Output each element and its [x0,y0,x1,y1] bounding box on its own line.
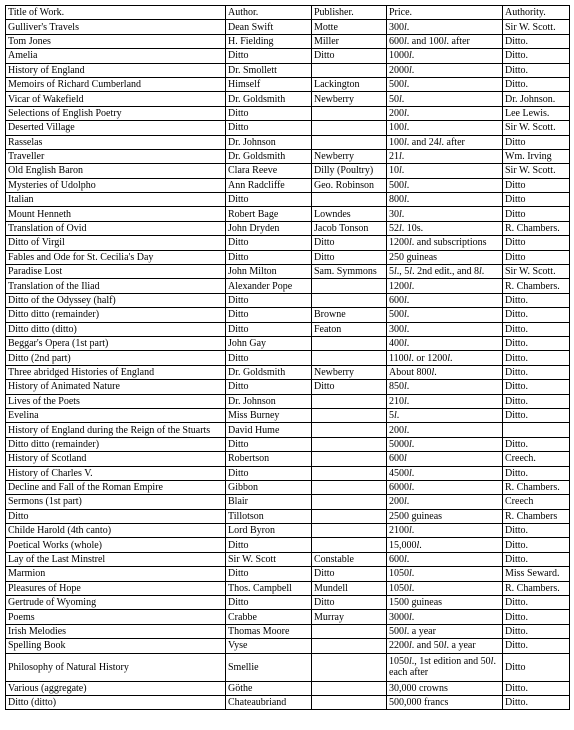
price-cell: 2000l. [387,63,503,77]
publisher-cell [312,695,387,709]
publisher-cell [312,135,387,149]
author-cell: Robert Bage [226,207,312,221]
publisher-cell [312,495,387,509]
table-row [6,308,570,322]
publisher-cell: Newberry [312,92,387,106]
table-row [6,265,570,279]
publisher-cell [312,336,387,350]
author-cell: Ditto [226,538,312,552]
title-cell: Tom Jones [6,34,226,48]
author-cell: Dr. Smollett [226,63,312,77]
author-cell: Ditto [226,380,312,394]
authority-cell: R. Chambers. [503,279,570,293]
price-cell: 300l. [387,322,503,336]
table-row [6,581,570,595]
authority-cell: Creech [503,495,570,509]
authority-cell: Ditto. [503,437,570,451]
publisher-cell: Motte [312,20,387,34]
authority-cell: Ditto [503,207,570,221]
price-cell: 1000l. [387,49,503,63]
price-cell: 500l. a year [387,624,503,638]
table-row [6,34,570,48]
table-row [6,49,570,63]
publisher-cell [312,351,387,365]
publisher-cell: Murray [312,610,387,624]
author-cell: John Milton [226,265,312,279]
price-cell: 6000l. [387,480,503,494]
table-row [6,538,570,552]
publisher-cell [312,452,387,466]
authority-cell: Ditto [503,178,570,192]
author-cell: Blair [226,495,312,509]
title-cell: Various (aggregate) [6,681,226,695]
publisher-cell [312,624,387,638]
title-cell: Decline and Fall of the Roman Empire [6,480,226,494]
table-row [6,77,570,91]
author-cell: Thomas Moore [226,624,312,638]
price-cell: 210l. [387,394,503,408]
table-row [6,480,570,494]
header-price: Price. [387,6,503,20]
publisher-cell: Jacob Tonson [312,221,387,235]
author-cell: Robertson [226,452,312,466]
authority-cell: Sir W. Scott. [503,121,570,135]
author-cell: Ditto [226,437,312,451]
authority-cell: Ditto [503,250,570,264]
table-row [6,92,570,106]
publisher-cell: Geo. Robinson [312,178,387,192]
author-cell: Ditto [226,351,312,365]
title-cell: Pleasures of Hope [6,581,226,595]
author-cell: Ann Radcliffe [226,178,312,192]
price-cell: 500l. [387,178,503,192]
authority-cell: Sir W. Scott. [503,20,570,34]
author-cell: Alexander Pope [226,279,312,293]
title-cell: History of Charles V. [6,466,226,480]
price-cell: 850l. [387,380,503,394]
price-cell: 600l [387,452,503,466]
author-cell: Ditto [226,308,312,322]
header-authority: Authority. [503,6,570,20]
authority-cell: Ditto. [503,63,570,77]
author-cell: Gibbon [226,480,312,494]
publisher-cell [312,106,387,120]
author-cell: Dr. Goldsmith [226,149,312,163]
title-cell: Marmion [6,567,226,581]
table-row [6,250,570,264]
author-cell: Sir W. Scott [226,552,312,566]
table-row [6,178,570,192]
price-cell: 5l., 5l. 2nd edit., and 8l. [387,265,503,279]
title-cell: Memoirs of Richard Cumberland [6,77,226,91]
title-cell: Ditto ditto (ditto) [6,322,226,336]
title-cell: Translation of Ovid [6,221,226,235]
table-row [6,509,570,523]
authority-cell: Ditto. [503,293,570,307]
price-cell: 1200l. and subscriptions [387,236,503,250]
authority-cell [503,423,570,437]
authority-cell: Ditto. [503,336,570,350]
title-cell: Ditto [6,509,226,523]
authority-cell: Ditto. [503,49,570,63]
price-cell: 1100l. or 1200l. [387,351,503,365]
authority-cell: Sir W. Scott. [503,164,570,178]
table-row [6,20,570,34]
table-row [6,207,570,221]
table-row [6,552,570,566]
header-author: Author. [226,6,312,20]
publisher-cell [312,639,387,653]
publisher-cell: Browne [312,308,387,322]
author-cell: David Hume [226,423,312,437]
price-cell: 2100l. [387,524,503,538]
table-row [6,164,570,178]
author-cell: Himself [226,77,312,91]
authority-cell: R. Chambers [503,509,570,523]
authority-cell: Ditto. [503,695,570,709]
authority-cell: Ditto. [503,77,570,91]
price-cell: 400l. [387,336,503,350]
price-cell: 52l. 10s. [387,221,503,235]
title-cell: Three abridged Histories of England [6,365,226,379]
title-cell: History of England during the Reign of the Stuarts [6,423,226,437]
table-row [6,63,570,77]
price-cell: 100l. [387,121,503,135]
price-cell: 800l. [387,193,503,207]
table-row [6,524,570,538]
table-row [6,681,570,695]
authority-cell: Ditto. [503,466,570,480]
authority-cell: Ditto. [503,408,570,422]
authority-cell: Ditto. [503,34,570,48]
title-cell: Spelling Book [6,639,226,653]
author-cell: Miss Burney [226,408,312,422]
publisher-cell: Miller [312,34,387,48]
authority-cell: Ditto. [503,394,570,408]
price-cell: 600l. and 100l. after [387,34,503,48]
authority-cell: Ditto. [503,351,570,365]
publisher-cell [312,480,387,494]
table-row [6,236,570,250]
author-cell: Göthe [226,681,312,695]
price-cell: 1200l. [387,279,503,293]
header-title: Title of Work. [6,6,226,20]
author-cell: Ditto [226,49,312,63]
price-cell: 1050l., 1st edition and 50l. each after [387,653,503,681]
author-cell: Ditto [226,236,312,250]
authority-cell: Ditto. [503,538,570,552]
publisher-cell [312,193,387,207]
authority-cell: Ditto. [503,552,570,566]
table-row [6,466,570,480]
header-row [6,6,570,20]
publisher-cell: Newberry [312,149,387,163]
authority-cell: Lee Lewis. [503,106,570,120]
table-row [6,135,570,149]
publisher-cell: Newberry [312,365,387,379]
publisher-cell [312,524,387,538]
author-cell: Vyse [226,639,312,653]
authority-cell: Ditto. [503,380,570,394]
author-cell: Thos. Campbell [226,581,312,595]
author-cell: Dr. Goldsmith [226,365,312,379]
author-cell: Ditto [226,121,312,135]
price-cell: 50l. [387,92,503,106]
price-cell: 600l. [387,293,503,307]
table-row [6,322,570,336]
author-cell: Ditto [226,322,312,336]
author-cell: Lord Byron [226,524,312,538]
authority-cell: Wm. Irving [503,149,570,163]
author-cell: Ditto [226,250,312,264]
title-cell: Lives of the Poets [6,394,226,408]
table-row [6,351,570,365]
price-cell: 10l. [387,164,503,178]
author-cell: Ditto [226,567,312,581]
price-cell: 200l. [387,423,503,437]
publisher-cell: Constable [312,552,387,566]
publisher-cell: Mundell [312,581,387,595]
table-row [6,293,570,307]
title-cell: Fables and Ode for St. Cecilia's Day [6,250,226,264]
table-row [6,380,570,394]
title-cell: Poems [6,610,226,624]
authority-cell: Sir W. Scott. [503,265,570,279]
author-cell: Chateaubriand [226,695,312,709]
price-cell: 600l. [387,552,503,566]
authority-cell: Ditto. [503,308,570,322]
authority-cell: Ditto. [503,639,570,653]
publisher-cell [312,538,387,552]
price-cell: 30,000 crowns [387,681,503,695]
table-row [6,106,570,120]
authority-cell: Miss Seward. [503,567,570,581]
price-cell: 5000l. [387,437,503,451]
authority-cell: Ditto [503,135,570,149]
title-cell: Vicar of Wakefield [6,92,226,106]
publisher-cell [312,437,387,451]
title-cell: Ditto (2nd part) [6,351,226,365]
publisher-cell [312,293,387,307]
price-cell: 1500 guineas [387,596,503,610]
title-cell: Old English Baron [6,164,226,178]
authority-cell: R. Chambers. [503,581,570,595]
authority-cell: Ditto. [503,524,570,538]
publisher-cell: Lowndes [312,207,387,221]
price-cell: 2500 guineas [387,509,503,523]
title-cell: Italian [6,193,226,207]
publisher-cell [312,423,387,437]
title-cell: Selections of English Poetry [6,106,226,120]
author-cell: Ditto [226,193,312,207]
publisher-cell [312,653,387,681]
title-cell: History of Scotland [6,452,226,466]
table-row [6,394,570,408]
title-cell: Childe Harold (4th canto) [6,524,226,538]
publisher-cell: Sam. Symmons [312,265,387,279]
publisher-cell: Featon [312,322,387,336]
authority-cell: Ditto [503,236,570,250]
price-cell: 250 guineas [387,250,503,264]
author-cell: H. Fielding [226,34,312,48]
table-row [6,452,570,466]
price-cell: 100l. and 24l. after [387,135,503,149]
table-row [6,193,570,207]
title-cell: Evelina [6,408,226,422]
table-body [6,20,570,710]
authority-cell: Ditto [503,653,570,681]
table-row [6,567,570,581]
table-row [6,279,570,293]
title-cell: Traveller [6,149,226,163]
table-row [6,653,570,681]
title-cell: Gertrude of Wyoming [6,596,226,610]
price-cell: 30l. [387,207,503,221]
price-cell: 1050l. [387,567,503,581]
authority-cell: Ditto. [503,610,570,624]
publisher-cell [312,681,387,695]
table-row [6,423,570,437]
table-row [6,221,570,235]
authority-cell: Ditto. [503,681,570,695]
price-cell: 300l. [387,20,503,34]
publisher-cell: Dilly (Poultry) [312,164,387,178]
authority-cell: R. Chambers. [503,221,570,235]
title-cell: Beggar's Opera (1st part) [6,336,226,350]
price-cell: 3000l. [387,610,503,624]
title-cell: Deserted Village [6,121,226,135]
table-row [6,336,570,350]
publisher-cell [312,121,387,135]
table-row [6,437,570,451]
author-cell: John Dryden [226,221,312,235]
title-cell: History of Animated Nature [6,380,226,394]
publisher-cell [312,279,387,293]
publisher-cell: Ditto [312,236,387,250]
price-cell: 5l. [387,408,503,422]
publisher-cell: Ditto [312,380,387,394]
publisher-cell [312,408,387,422]
author-cell: Ditto [226,106,312,120]
table-row [6,639,570,653]
title-cell: Poetical Works (whole) [6,538,226,552]
table-row [6,610,570,624]
publisher-cell [312,466,387,480]
table-row [6,695,570,709]
authority-cell: Dr. Johnson. [503,92,570,106]
title-cell: Ditto of Virgil [6,236,226,250]
table-row [6,149,570,163]
title-cell: Amelia [6,49,226,63]
publisher-cell: Ditto [312,567,387,581]
authority-cell: Ditto. [503,624,570,638]
title-cell: Irish Melodies [6,624,226,638]
price-cell: 1050l. [387,581,503,595]
authority-cell: Ditto. [503,322,570,336]
table-row [6,624,570,638]
title-cell: History of England [6,63,226,77]
authority-cell: Ditto [503,193,570,207]
price-cell: 4500l. [387,466,503,480]
title-cell: Rasselas [6,135,226,149]
title-cell: Ditto ditto (remainder) [6,308,226,322]
author-cell: Dean Swift [226,20,312,34]
price-cell: 200l. [387,495,503,509]
authority-cell: Creech. [503,452,570,466]
author-cell: John Gay [226,336,312,350]
table-row [6,596,570,610]
table-row [6,365,570,379]
title-cell: Mysteries of Udolpho [6,178,226,192]
title-cell: Sermons (1st part) [6,495,226,509]
publisher-cell [312,63,387,77]
table-row [6,408,570,422]
publisher-cell: Ditto [312,596,387,610]
price-cell: About 800l. [387,365,503,379]
title-cell: Paradise Lost [6,265,226,279]
publisher-cell: Ditto [312,250,387,264]
title-cell: Mount Henneth [6,207,226,221]
author-cell: Dr. Johnson [226,135,312,149]
price-cell: 200l. [387,106,503,120]
price-cell: 2200l. and 50l. a year [387,639,503,653]
author-cell: Smellie [226,653,312,681]
title-cell: Ditto ditto (remainder) [6,437,226,451]
author-cell: Ditto [226,466,312,480]
publisher-cell [312,394,387,408]
title-cell: Translation of the Iliad [6,279,226,293]
publisher-cell: Lackington [312,77,387,91]
table-row [6,121,570,135]
author-cell: Crabbe [226,610,312,624]
works-table [5,5,570,710]
author-cell: Tillotson [226,509,312,523]
table-row [6,495,570,509]
title-cell: Lay of the Last Minstrel [6,552,226,566]
publisher-cell [312,509,387,523]
header-publisher: Publisher. [312,6,387,20]
price-cell: 500l. [387,308,503,322]
price-cell: 15,000l. [387,538,503,552]
author-cell: Ditto [226,293,312,307]
price-cell: 500l. [387,77,503,91]
authority-cell: Ditto. [503,365,570,379]
title-cell: Ditto (ditto) [6,695,226,709]
author-cell: Dr. Goldsmith [226,92,312,106]
price-cell: 500,000 francs [387,695,503,709]
title-cell: Gulliver's Travels [6,20,226,34]
title-cell: Ditto of the Odyssey (half) [6,293,226,307]
authority-cell: R. Chambers. [503,480,570,494]
author-cell: Ditto [226,596,312,610]
publisher-cell: Ditto [312,49,387,63]
author-cell: Dr. Johnson [226,394,312,408]
price-cell: 21l. [387,149,503,163]
title-cell: Philosophy of Natural History [6,653,226,681]
author-cell: Clara Reeve [226,164,312,178]
authority-cell: Ditto. [503,596,570,610]
